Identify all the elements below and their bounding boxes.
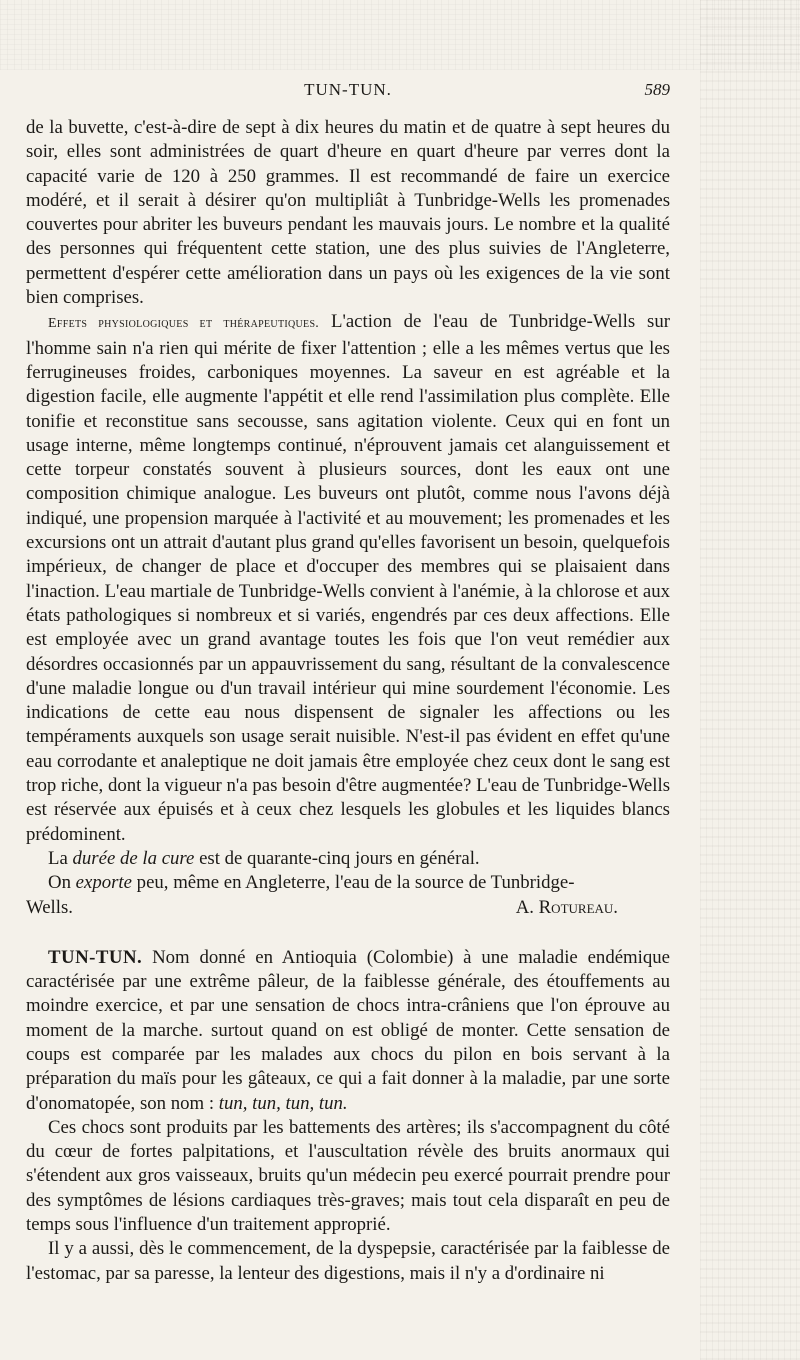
cure-duration-prefix: La <box>48 847 73 869</box>
paragraph-effects <box>26 310 670 847</box>
paper-speckle-top <box>0 0 800 70</box>
paragraph-continuation: de la buvette, c'est-à-dire de sept à dix heures du matin et de quatre à sept heures du soir, elles sont administrées de quart d'heure en quart d'heure par verres dont la capacité varie de 120 à 250 grammes. Il est recommandé de faire un exercice modéré, et il serait à désirer qu'on multipliât à Tunbridge-Wells les promenades couvertes pour abriter les buveurs pendant les mauvais jours. Le nombre et la qualité des personnes qui fréquentent cette station, une des plus suivies de l'Angleterre, permettent d'espérer cette amélioration dans un pays où les exigences de la vie sont bien comprises. <box>26 117 670 309</box>
export-prefix: On <box>48 872 76 894</box>
page-body <box>26 116 670 1286</box>
export-term: exporte <box>75 872 132 894</box>
paragraph-export <box>26 871 670 895</box>
export-text: peu, même en Angleterre, l'eau de la source de Tunbridge- <box>131 872 575 894</box>
paragraph-chocs: Ces chocs sont produits par les battements des artères; ils s'accompagnent du côté du cœur de fortes palpitations, et l'auscultation révèle des bruits anormaux qui s'étendent aux gros vaisseaux, bruits qu'un médecin peu exercé pourrait prendre pour des symptômes de lésions cardiaques très-graves; mais tout cela disparaît en peu de temps sous l'influence d'un traitement approprié. <box>26 1116 670 1236</box>
paragraph-effects-text: L'action de l'eau de Tunbridge-Wells sur l'homme sain n'a rien qui mérite de fixer l'attention ; elle a les mêmes vertus que les ferrugineuses froides, carboniques moyennes. La saveur en est agréable et la digestion facile, elle augmente l'appétit et elle rend l'assimilation plus complète. Elle tonifie et reconstitue sans secousse, sans agitation violente. Ceux qui en font un usage interne, même longtemps continué, n'éprouvent jamais cet alanguissement et cette torpeur constatés souvent à plusieurs sources, dont les eaux ont une composition chimique analogue. Les buveurs ont plutôt, comme nous l'avons déjà indiqué, une propension marquée à l'activité et au mouvement; les promenades et les excursions ont un attrait d'autant plus grand qu'elles favorisent un besoin, quelquefois impérieux, de changer de place et d'occuper des membres qui se plaisaient dans l'inaction. L'eau martiale de Tunbridge-Wells convient à l'anémie, à la chlorose et aux états pathologiques si nombreux et si variés, engendrés par ces deux affections. Elle est employée avec un grand avantage toutes les fois que l'on veut remédier aux désordres occasionnés par un appauvrissement du sang, résultant de la convalescence d'une maladie longue ou d'un travail intérieur qui mine sourdement l'économie. Les indications de cette eau nous dispensent de signaler les affections ou les tempéraments auxquels son usage serait nuisible. N'est-il pas évident en effet qu'une eau corrodante et analeptique ne doit jamais être employée chez ceux dont le sang est trop riche, dont la vigueur n'a pas besoin d'être augmentée? L'eau de Tunbridge-Wells est réservée aux épuisés et à ceux chez lesquels les globules et les liquides blancs prédominent. <box>26 311 670 845</box>
page-number: 589 <box>644 80 670 99</box>
onomatopoeia: tun, tun, tun, tun. <box>218 1092 348 1114</box>
section-heading-effects: Effets physiologiques et thérapeutiques. <box>48 316 320 332</box>
paper-speckle-margin <box>700 0 800 1360</box>
entry-tun-tun <box>26 946 670 1116</box>
entry-definition: Nom donné en Antioquia (Colombie) à une maladie endémique caractérisée par une extrême pâleur, de la faiblesse générale, des étouffements au moindre exercice, et par une sensation de chocs intra-crâniens que l'on éprouve au moment de la marche. surtout quand on est obligé de monter. Cette sensation de coups est comparée par les malades aux chocs du pilon en bois servant à la préparation du maïs pour les gâteaux, ce qui a fait donner à la maladie, par une sorte d'onomatopée, son nom : <box>26 946 670 1114</box>
cure-duration-term: durée de la cure <box>72 847 195 869</box>
page-header <box>26 80 670 104</box>
paragraph-cure-duration <box>26 847 670 871</box>
export-last-line <box>26 896 670 920</box>
author-signature: A. Rotureau. <box>515 896 618 918</box>
export-text-end: Wells. <box>26 896 73 918</box>
running-title: TUN-TUN. <box>304 80 392 99</box>
paragraph-dyspepsie: Il y a aussi, dès le commencement, de la dyspepsie, caractérisée par la faiblesse de l'estomac, par sa paresse, la lenteur des digestions, mais il n'y a d'ordinaire ni <box>26 1238 670 1284</box>
entry-spacer <box>26 920 670 946</box>
entry-headword: TUN-TUN. <box>48 946 143 968</box>
cure-duration-text: est de quarante-cinq jours en général. <box>194 847 480 869</box>
